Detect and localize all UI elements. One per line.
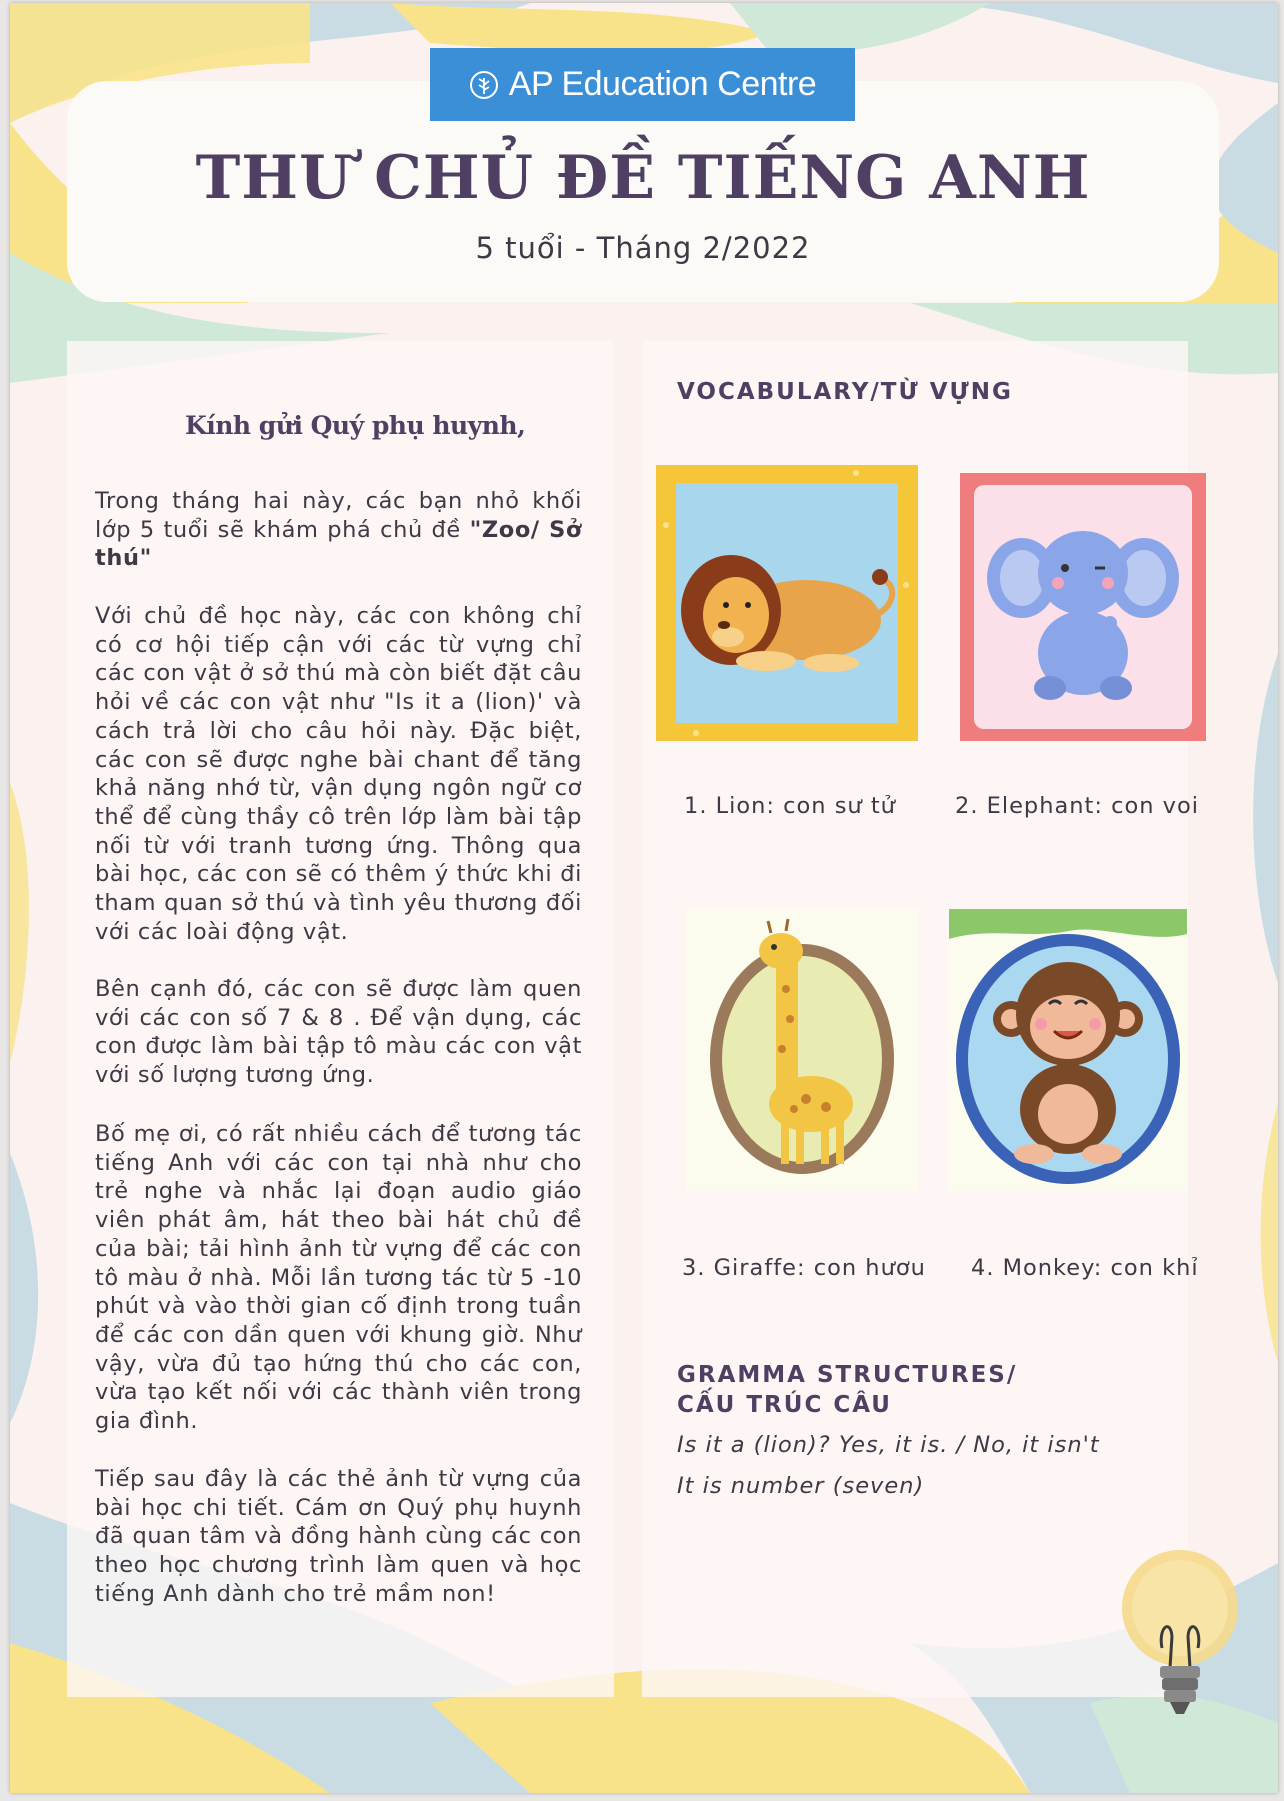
lightbulb-icon — [1100, 1538, 1260, 1738]
tree-logo-icon — [469, 70, 499, 100]
vocab-caption-lion: 1. Lion: con sư tử — [684, 793, 896, 819]
letter-paragraph-3: Bên cạnh đó, các con sẽ được làm quen với các con số 7 & 8 . Để vận dụng, các con được làm bài tập tô màu các con vật với số lượng tương ứng. — [95, 976, 582, 1089]
page-subtitle: 5 tuổi - Tháng 2/2022 — [475, 231, 811, 265]
vocab-caption-giraffe: 3. Giraffe: con hươu — [682, 1255, 926, 1281]
giraffe-picture — [686, 909, 918, 1191]
vocab-caption-elephant: 2. Elephant: con voi — [955, 793, 1199, 819]
brand-logo-bar — [430, 48, 855, 121]
monkey-picture — [949, 909, 1187, 1191]
letter-paragraph-5: Tiếp sau đây là các thẻ ảnh từ vựng của bài học chi tiết. Cám ơn Quý phụ huynh đã quan tâm và đồng hành cùng các con theo học chương trình làm quen và học tiếng Anh dành cho trẻ mầm non! — [95, 1466, 582, 1607]
grammar-heading-line-2: CẤU TRÚC CÂU — [677, 1392, 892, 1418]
grammar-structure-1: Is it a (lion)? Yes, it is. / No, it isn't — [677, 1432, 1100, 1458]
grammar-heading — [677, 1360, 1017, 1420]
brand-name: AP Education Centre — [508, 65, 817, 103]
letter-paragraph-2: Với chủ đề học này, các con không chỉ có cơ hội tiếp cận với các từ vựng chỉ các con vật ở sở thú mà còn biết đặt câu hỏi về các con vật như "Is it a (lion)' và cách trả lời cho câu hỏi này. Đặc biệt, các con sẽ được nghe bài chant để tăng khả năng nhớ từ, vận dụng ngôn ngữ cơ thể để cùng thầy cô trên lớp làm bài tập nối từ với tranh tương ứng. Thông qua bài học, các con sẽ có thêm ý thức khi đi tham quan sở thú và tình yêu thương đối với các loài động vật. — [95, 603, 582, 945]
elephant-picture — [960, 473, 1206, 741]
vocab-caption-monkey: 4. Monkey: con khỉ — [971, 1255, 1199, 1281]
letter-greeting: Kính gửi Quý phụ huynh, — [185, 411, 526, 440]
letter-paragraph-1: Trong tháng hai này, các bạn nhỏ khối lớp 5 tuổi sẽ khám phá chủ đề "Zoo/ Sở thú" — [95, 488, 582, 572]
vocabulary-heading: VOCABULARY/TỪ VỰNG — [677, 379, 1013, 405]
newsletter-page — [10, 3, 1278, 1793]
lion-picture — [656, 465, 918, 741]
grammar-structure-2: It is number (seven) — [677, 1473, 925, 1499]
page-title: THƯ CHỦ ĐỀ TIẾNG ANH — [195, 143, 1091, 213]
letter-paragraph-4: Bố mẹ ơi, có rất nhiều cách để tương tác tiếng Anh với các con tại nhà như cho trẻ nghe và nhắc lại đoạn audio giáo viên phát âm, hát theo bài hát chủ đề của bài; tải hình ảnh từ vựng để các con tô màu ở nhà. Mỗi lần tương tác từ 5 -10 phút và vào thời gian cố định trong tuần để các con dần quen với khung giờ. Như vậy, vừa đủ tạo hứng thú cho các con, vừa tạo kết nối với các thành viên trong gia đình. — [95, 1121, 582, 1435]
grammar-heading-line-1: GRAMMA STRUCTURES/ — [677, 1362, 1018, 1388]
